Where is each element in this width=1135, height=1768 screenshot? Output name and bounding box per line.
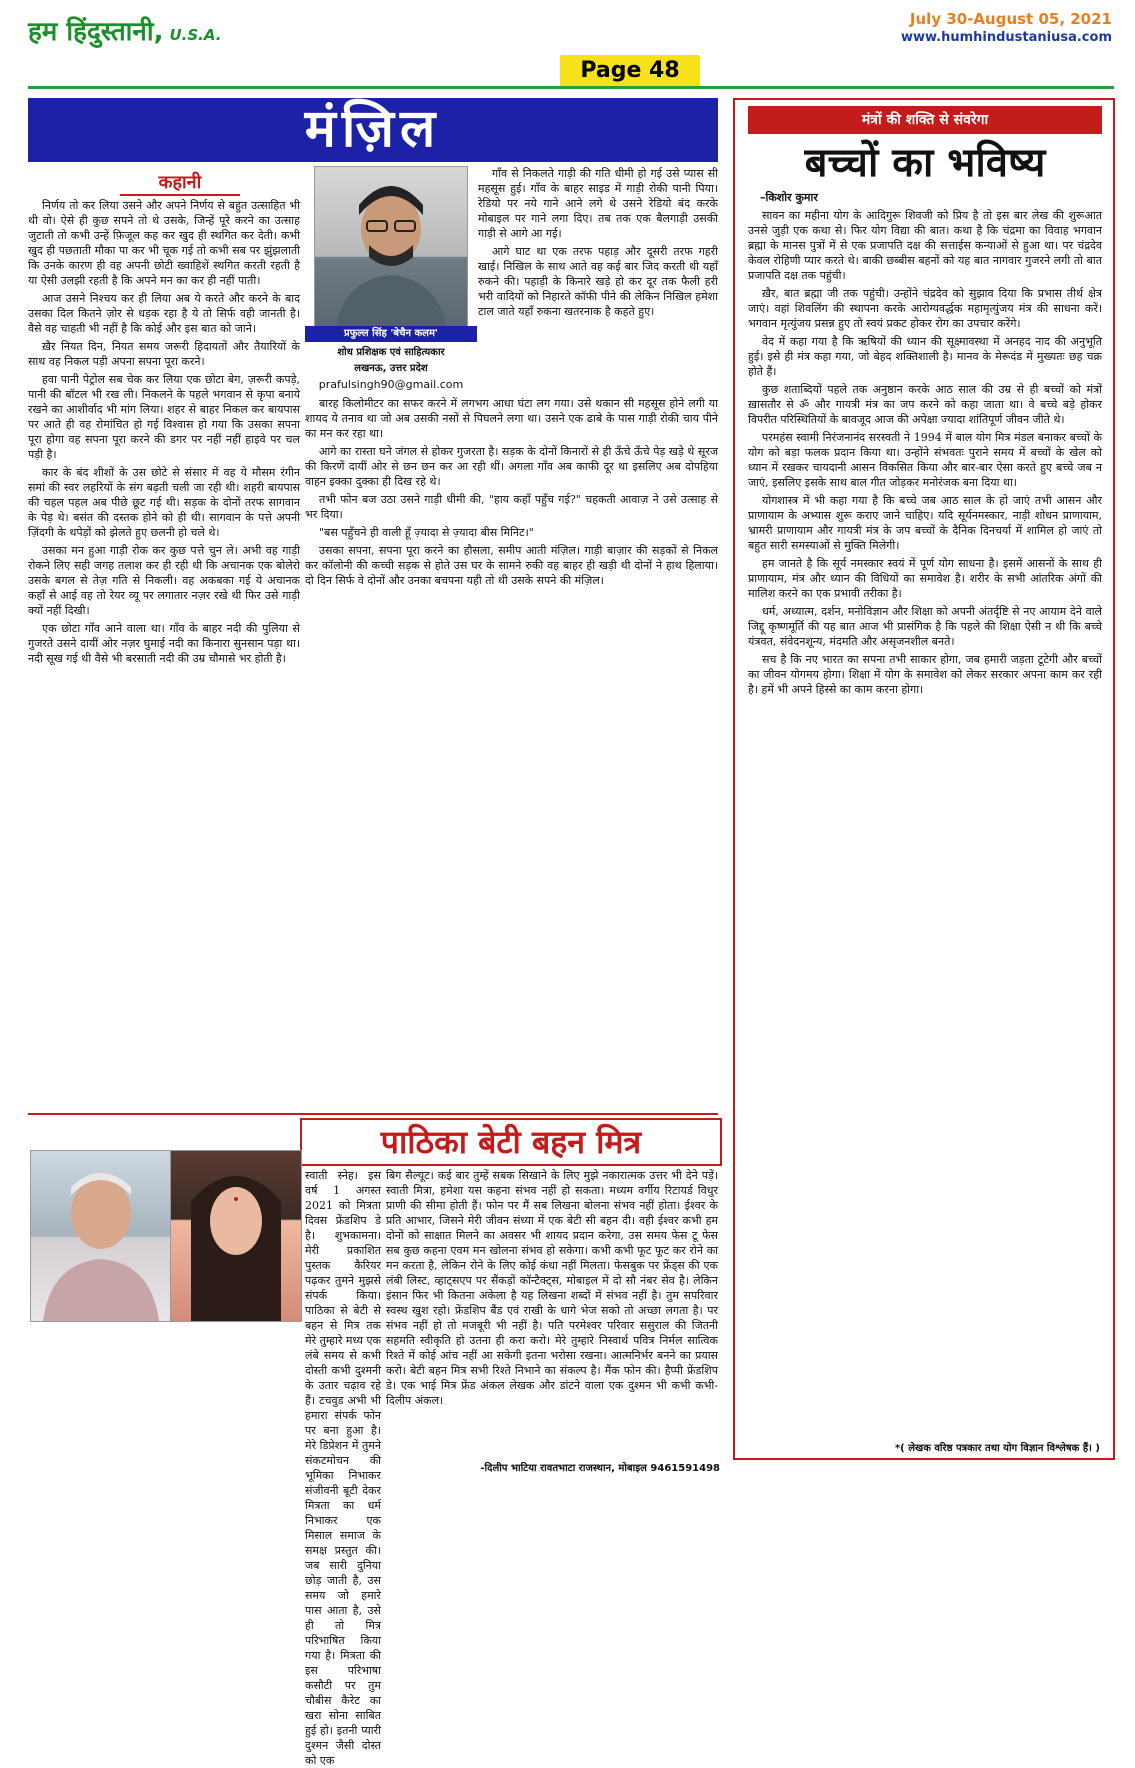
- recipient-photo: [170, 1150, 302, 1322]
- sidebar-paragraph: परमहंस स्वामी निरंजनानंद सरस्वती ने 1994 में बाल योग मित्र मंडल बनाकर बच्चों के योग को बड़ा फलक प्रदान किया था। उन्होंने संभवतः पुराने समय में बच्चों के खेल को ध्यान में रखकर चायदानी आसन विकसित किया और बार-बार ऐसा करते हुए बच्चे जब न जाएं, इसलिए इसके साथ बाल गीत जोड़कर मनोरंजक बना दिया था।: [748, 431, 1102, 489]
- author-portrait-illustration: [315, 167, 467, 329]
- letter-signoff: -दिलीप भाटिया रावतभाटा राजस्थान, मोबाइल 9461591498: [480, 1463, 720, 1474]
- story-paragraph: गाँव से निकलते गाड़ी की गति धीमी हो गई उसे प्यास सी महसूस हुई। गाँव के बाहर साइड में गाड़ी रोकी पानी पिया। रेडियो पर नये गाने आने लगे थे उसने रेडियो बंद करके मोबाइल पर गाने लगा दिए। तब तक एक बैलगाड़ी उसकी गाड़ी से आगे आ गई।: [478, 167, 718, 240]
- sidebar-author: –किशोर कुमार: [760, 191, 818, 204]
- story-paragraph: कार के बंद शीशों के उस छोटे से संसार में वह ये मौसम रंगीन समां की स्वर लहरियों के संग बढ़ती चली जा रही थी। शहरी बायपास की चहल पहल अब पीछे छूट गई थी। सड़क के दोनों तरफ सागवान के पेड़ थे। बसंत की दस्तक होने को ही थी। सागवान के पत्ते अपनी ज़िंदगी के थपेड़ों को झेलते हुए छलनी हो चले थे।: [28, 466, 300, 539]
- letter-banner-title: पाठिका बेटी बहन मित्र: [300, 1118, 722, 1166]
- story-paragraph: तभी फोन बज उठा उसने गाड़ी धीमी की, "हाय कहाँ पहुँच गई?" चहकती आवाज़ ने उसे उत्साह से भर दिया।: [305, 493, 718, 521]
- sidebar-paragraph: कुछ शताब्दियों पहले तक अनुष्ठान करके आठ साल की उम्र से ही बच्चों को मंत्रों ख़ासतौर से ॐ और गायत्री मंत्र का जप करने को कहा जाता था। वे बच्चे बड़े होकर विपरीत परिस्थितियों के बावजूद आज की अपेक्षा ज्यादा शांतिपूर्ण जीवन जीते थे।: [748, 383, 1102, 426]
- story-column-2-top: [478, 166, 718, 394]
- writer-photo: [30, 1150, 172, 1322]
- author-role: शोध प्रशिक्षक एवं साहित्यकार: [337, 347, 445, 358]
- story-paragraph: उसका सपना, सपना पूरा करने का हौसला, समीप आती मंज़िल। गाड़ी बाज़ार की सड़कों से निकल कर कॉलोनी की कच्ची सड़क से होते उस घर के सामने रुकी वह बाहर ही खड़ी थी दोनों ने हाथ हिलाया। दो दिन सिर्फ वे दोनों और उनका बचपना यही तो थी उसके सपने की मंज़िल।: [305, 544, 718, 587]
- masthead-title: हम हिंदुस्तानी,: [28, 17, 164, 47]
- sidebar-paragraph: सावन का महीना योग के आदिगुरू शिवजी को प्रिय है तो इस बार लेख की शुरूआत उनसे जुड़ी एक कथा से। फिर योग विद्या की बात। कथा है कि चंद्रमा का विवाह भगवान ब्रह्मा के मानस पुत्रों में से एक प्रजापति दक्ष की सत्ताईस कन्याओं से हुआ था। पर चंद्रदेव केवल रोहिणी प्यार करते थे। बाकी छब्बीस बहनों को यह बात नागवार गुजरने लगी तो बात प्रजापति दक्ष तक पहुंची।: [748, 209, 1102, 282]
- sidebar-paragraph: ख़ैर, बात ब्रह्मा जी तक पहुंची। उन्होंने चंद्रदेव को सुझाव दिया कि प्रभास तीर्थ क्षेत्र जाएं। वहां शिवलिंग की स्थापना करके आरोग्यवर्द्धक महामृत्युंजय मंत्र की साधना करें। भगवान मृत्युंजय प्रसन्न हुए तो स्वयं प्रकट होकर रोग का उपचार करेंगे।: [748, 287, 1102, 330]
- sidebar-paragraph: हम जानते है कि सूर्य नमस्कार स्वयं में पूर्ण योग साधना है। इसमें आसनों के साथ ही प्राणायाम, मंत्र और ध्यान की विधियों का समावेश है। शरीर के सभी आंतरिक अंगों की मालिश करने का एक प्रभावी तरीका है।: [748, 557, 1102, 600]
- story-paragraph: बारह किलोमीटर का सफर करने में लगभग आधा घंटा लग गया। उसे थकान सी महसूस होने लगी या शायद ये तनाव था जो अब उसकी नसों से पिघलने लगा था। उसने एक ढाबे के पास गाड़ी रोकी चाय पीने का मन कर रहा था।: [305, 397, 718, 440]
- story-category-label: कहानी: [120, 170, 240, 196]
- author-photo: [314, 166, 468, 330]
- letter-paragraph: स्वाती स्नेह। इस वर्ष 1 अगस्त 2021 को मित्रता दिवस फ्रेंडशिप डे है। शुभकामना। मेरी प्रकाशित पुस्तक कैरियर पढ़कर तुमने मुझसे संपर्क किया। पाठिका से बेटी से बहन से मित्र तक मेरे तुम्हारे मध्य एक लंबे समय से कभी दोस्ती कभी दुश्मनी के उतार चढ़ाव रहे हैं। टचवुड अभी भी हमारा संपर्क फोन पर बना हुआ है। मेरे डिप्रेशन में तुमने संकटमोचन की भूमिका निभाकर संजीवनी बूटी देकर मित्रता का धर्म निभाकर एक मिसाल समाज के समक्ष प्रस्तुत की। जब सारी दुनिया छोड़ जाती है, उस समय जो हमारे पास आता है, उसे ही तो मित्र परिभाषित किया गया है। मित्रता की इस परिभाषा कसौटी पर तुम चौबीस कैरेट का खरा सोना साबित हुई हो। इतनी प्यारी दुश्मन जैसी दोस्त को एक: [305, 1169, 381, 1767]
- sidebar-paragraph: सच है कि नए भारत का सपना तभी साकार होगा, जब हमारी जड़ता टूटेगी और बच्चों का जीवन योगमय होगा। शिक्षा में योग के समावेश को लेकर सरकार अपना काम कर रही है। हमें भी अपने हिस्से का काम करना होगा।: [748, 653, 1102, 696]
- website-link[interactable]: www.humhindustaniusa.com: [900, 30, 1112, 45]
- story-paragraph: ख़ैर नियत दिन, नियत समय जरूरी हिदायतों और तैयारियों के साथ वह निकल पड़ी अपना सपना पूरा करने।: [28, 340, 300, 368]
- letter-column-wide: [386, 1168, 718, 1460]
- sidebar-paragraph: वेद में कहा गया है कि ऋषियों की ध्यान की सूक्ष्मावस्था में अनहद नाद की अनुभूति हुई। इसे ही मंत्र कहा गया, जो बेहद शक्तिशाली है। मानव के मेरूदंड में मुख्यतः छह चक्र होते हैं।: [748, 335, 1102, 378]
- header-divider: [28, 86, 1114, 89]
- issue-date: July 30-August 05, 2021: [909, 10, 1112, 28]
- story-paragraph: "बस पहुँचने ही वाली हूँ ज़्यादा से ज़्यादा बीस मिनिट।": [319, 526, 534, 539]
- letter-column-narrow: [305, 1168, 381, 1767]
- masthead-usa: U.S.A.: [169, 26, 222, 44]
- story-paragraph: आगे का रास्ता घने जंगल से होकर गुजरता है। सड़क के दोनों किनारों से ही ऊँचे ऊँचे पेड़ खड़े थे सूरज की किरणें दायीं ओर से छन छन कर आ रही थीं। अगला गाँव अब काफी दूर था इसलिए अब दोपहिया वाहन इक्का दुक्का ही दिख रहे थे।: [305, 445, 718, 488]
- newspaper-masthead: [28, 12, 588, 52]
- story-paragraph: निर्णय तो कर लिया उसने और अपने निर्णय से बहुत उत्साहित भी थी वो। ऐसे ही कुछ सपने तो थे उसके, जिन्हें पूरे करने का उत्साह जुटाती तो कभी उन्हें फ़िजूल कह कर खुद ही स्थगित कर देती। कभी खुद ही पछताती मौका पा कर भी चूक गई तो कभी सब पर झुंझलाती कि उनके कारण ही वह अपनी छोटी ख्वाहिशें स्थगित करती रहती है या ऐसी उलझी रहती है कि अपने मन का कर ही नहीं पाती।: [28, 199, 300, 287]
- story-paragraph: हवा पानी पेट्रोल सब चेक कर लिया एक छोटा बेग, ज़रूरी कपड़े, पानी की बॉटल भी रख ली। निकलने के पहले भगवान से कृपा बनाये रखने का आशीर्वाद भी मांग लिया। शहर से बाहर निकल कर बायपास पर आते ही वह रोमांचित हो गई विश्वास हो गया कि उसका सपना पूरा होगा वह सपना पूरा करने की डगर पर नहीं नहीं हाइवे पर चल पड़ी है।: [28, 373, 300, 461]
- sidebar-title: बच्चों का भविष्य: [804, 140, 1046, 186]
- author-location: लखनऊ, उत्तर प्रदेश: [354, 363, 428, 374]
- author-name: प्रफुल्ल सिंह 'बेचैन कलम': [305, 326, 477, 342]
- page-number-badge: Page 48: [560, 55, 700, 89]
- sidebar-paragraph: धर्म, अध्यात्म, दर्शन, मनोविज्ञान और शिक्षा को अपनी अंतर्दृष्टि से नए आयाम देने वाले जिद्दू कृष्णमूर्ति की यह बात आज भी प्रासंगिक है कि पहले की शिक्षा ऐसी न थी कि बच्चे यंत्रवत, संवेदनशून्य, मंदमति और असृजनशील बनते।: [748, 605, 1102, 648]
- story-paragraph: एक छोटा गाँव आने वाला था। गाँव के बाहर नदी की पुलिया से गुजरते उसने दायीं ओर नज़र घुमाई नदी का किनारा सुनसान पड़ा था। नदी सूख गई थी वैसे भी बरसाती नदी की उम्र चौमासे भर होती है।: [28, 622, 300, 665]
- letter-paragraph: बिग सैल्यूट। कई बार तुम्हें सबक सिखाने के लिए मुझे नकारात्मक उत्तर भी देने पड़ें। स्वाती मित्रा, हमेशा यस कहना संभव नहीं हो सकता। मध्यम वर्गीय रिटायर्ड विधुर प्राणी की सीमा होती हैं। फोन पर मैं सब लिखना बोलना संभव नहीं होता। ईश्वर के प्रति आभार, जिसने मेरी जीवन संध्या में एक बेटी सी बहन दी। वही ईश्वर कभी हम दोनों को साक्षात मिलने का अवसर भी शायद प्रदान करेगा, उस समय फेस टू फेस सब कुछ कहना एवम मन खोलना संभव हो सकेगा। कभी कभी फूट फूट कर रोने का मन करता है, लेकिन रोने के लिए कोई कंधा नहीं मिलता। फेसबुक पर फ्रेंड्स की एक लंबी लिस्ट, व्हाट्सएप पर सैंकड़ों कॉन्टैक्ट्स, मोबाइल में दो सौ नंबर सेव है। लेकिन इंसान फिर भी कितना अकेला है यह लिखना शब्दों में संभव नहीं है। तुम सपरिवार स्वस्थ खुश रहो। फ्रेंडशिप बैंड एवं राखी के धागे भेज सको तो अच्छा लगता है। पर संभव नहीं हो तो मजबूरी भी नहीं है। पति परमेश्वर परिवार ससुराल की जितनी सहमति स्वीकृति हो उतना ही करा करो। मेरे तुम्हारे निस्वार्थ पवित्र निर्मल सात्विक रिश्ते में कोई आंच नहीं आ सकेगी इतना भरोसा रखना। आत्मनिर्भर बनने का प्रयास करो। बेटी बहन मित्र सभी रिश्ते निभाने का संकल्प है। मैंक फोन की। हैप्पी फ्रेंडशिप डे। एक भाई मित्र फ्रेंड अंकल लेखक और डांटने वाला एक दुश्मन भी कभी कभी-दिलीप अंकल।: [386, 1169, 718, 1407]
- sidebar-byline: *( लेखक वरिष्ठ पत्रकार तथा योग विज्ञान विश्लेषक हैं। ): [894, 1443, 1100, 1454]
- story-paragraph: आज उसने निश्चय कर ही लिया अब ये करते और करने के बाद उसका दिल कितने ज़ोर से धड़क रहा है ये तो सिर्फ वही जानती है। वैसे वह चाहती भी नहीं है कि कोई और इस बात को जाने।: [28, 292, 300, 335]
- story-banner-title: मंज़िल: [28, 98, 718, 162]
- author-email[interactable]: prafulsingh90@gmail.com: [318, 378, 464, 391]
- story-paragraph: उसका मन हुआ गाड़ी रोक कर कुछ पत्ते चुन ले। अभी वह गाड़ी रोकने लिए सही जगह तलाश कर ही रही थी कि अचानक एक बोलेरो उसके बगल से तेज़ गति से निकली। वह अकबका गई ये अचानक कहाँ से आई वह तो रेयर व्यू पर लगातार नज़र रखे थी फिर उसे गाड़ी क्यों नहीं दिखी।: [28, 544, 300, 617]
- recipient-portrait-illustration: [171, 1151, 301, 1321]
- sidebar-paragraph: योगशास्त्र में भी कहा गया है कि बच्चे जब आठ साल के हो जाएं तभी आसन और प्राणायाम के अभ्यास शुरू कराए जाने चाहिए। यदि सूर्यनमस्कार, नाड़ी शोधन प्राणायाम, भ्रामरी प्राणायाम और गायत्री मंत्र के जप बच्चों के दैनिक दिनचर्या में शामिल हो जाएं तो बहुत सारी समस्याओं से मुक्ति मिलेगी।: [748, 494, 1102, 552]
- story-column-2: [305, 396, 718, 1114]
- section-divider: [28, 1113, 718, 1115]
- story-column-1: [28, 198, 300, 1113]
- story-paragraph: आगे घाट था एक तरफ पहाड़ और दूसरी तरफ गहरी खाई। निखिल के साथ आते वह कई बार जिद करती थी यहाँ रुकने की। पहाड़ी के किनारे खड़े हो कर दूर तक फैली हरी भरी वादियों को निहारते कॉफी पीने की लेकिन निखिल हमेशा टाल जाते यहाँ रुकना खतरनाक है कहते हुए।: [478, 245, 718, 318]
- sidebar-article-body: [748, 208, 1102, 1436]
- writer-portrait-illustration: [31, 1151, 171, 1321]
- sidebar-kicker: मंत्रों की शक्ति से संवरेगा: [748, 106, 1102, 134]
